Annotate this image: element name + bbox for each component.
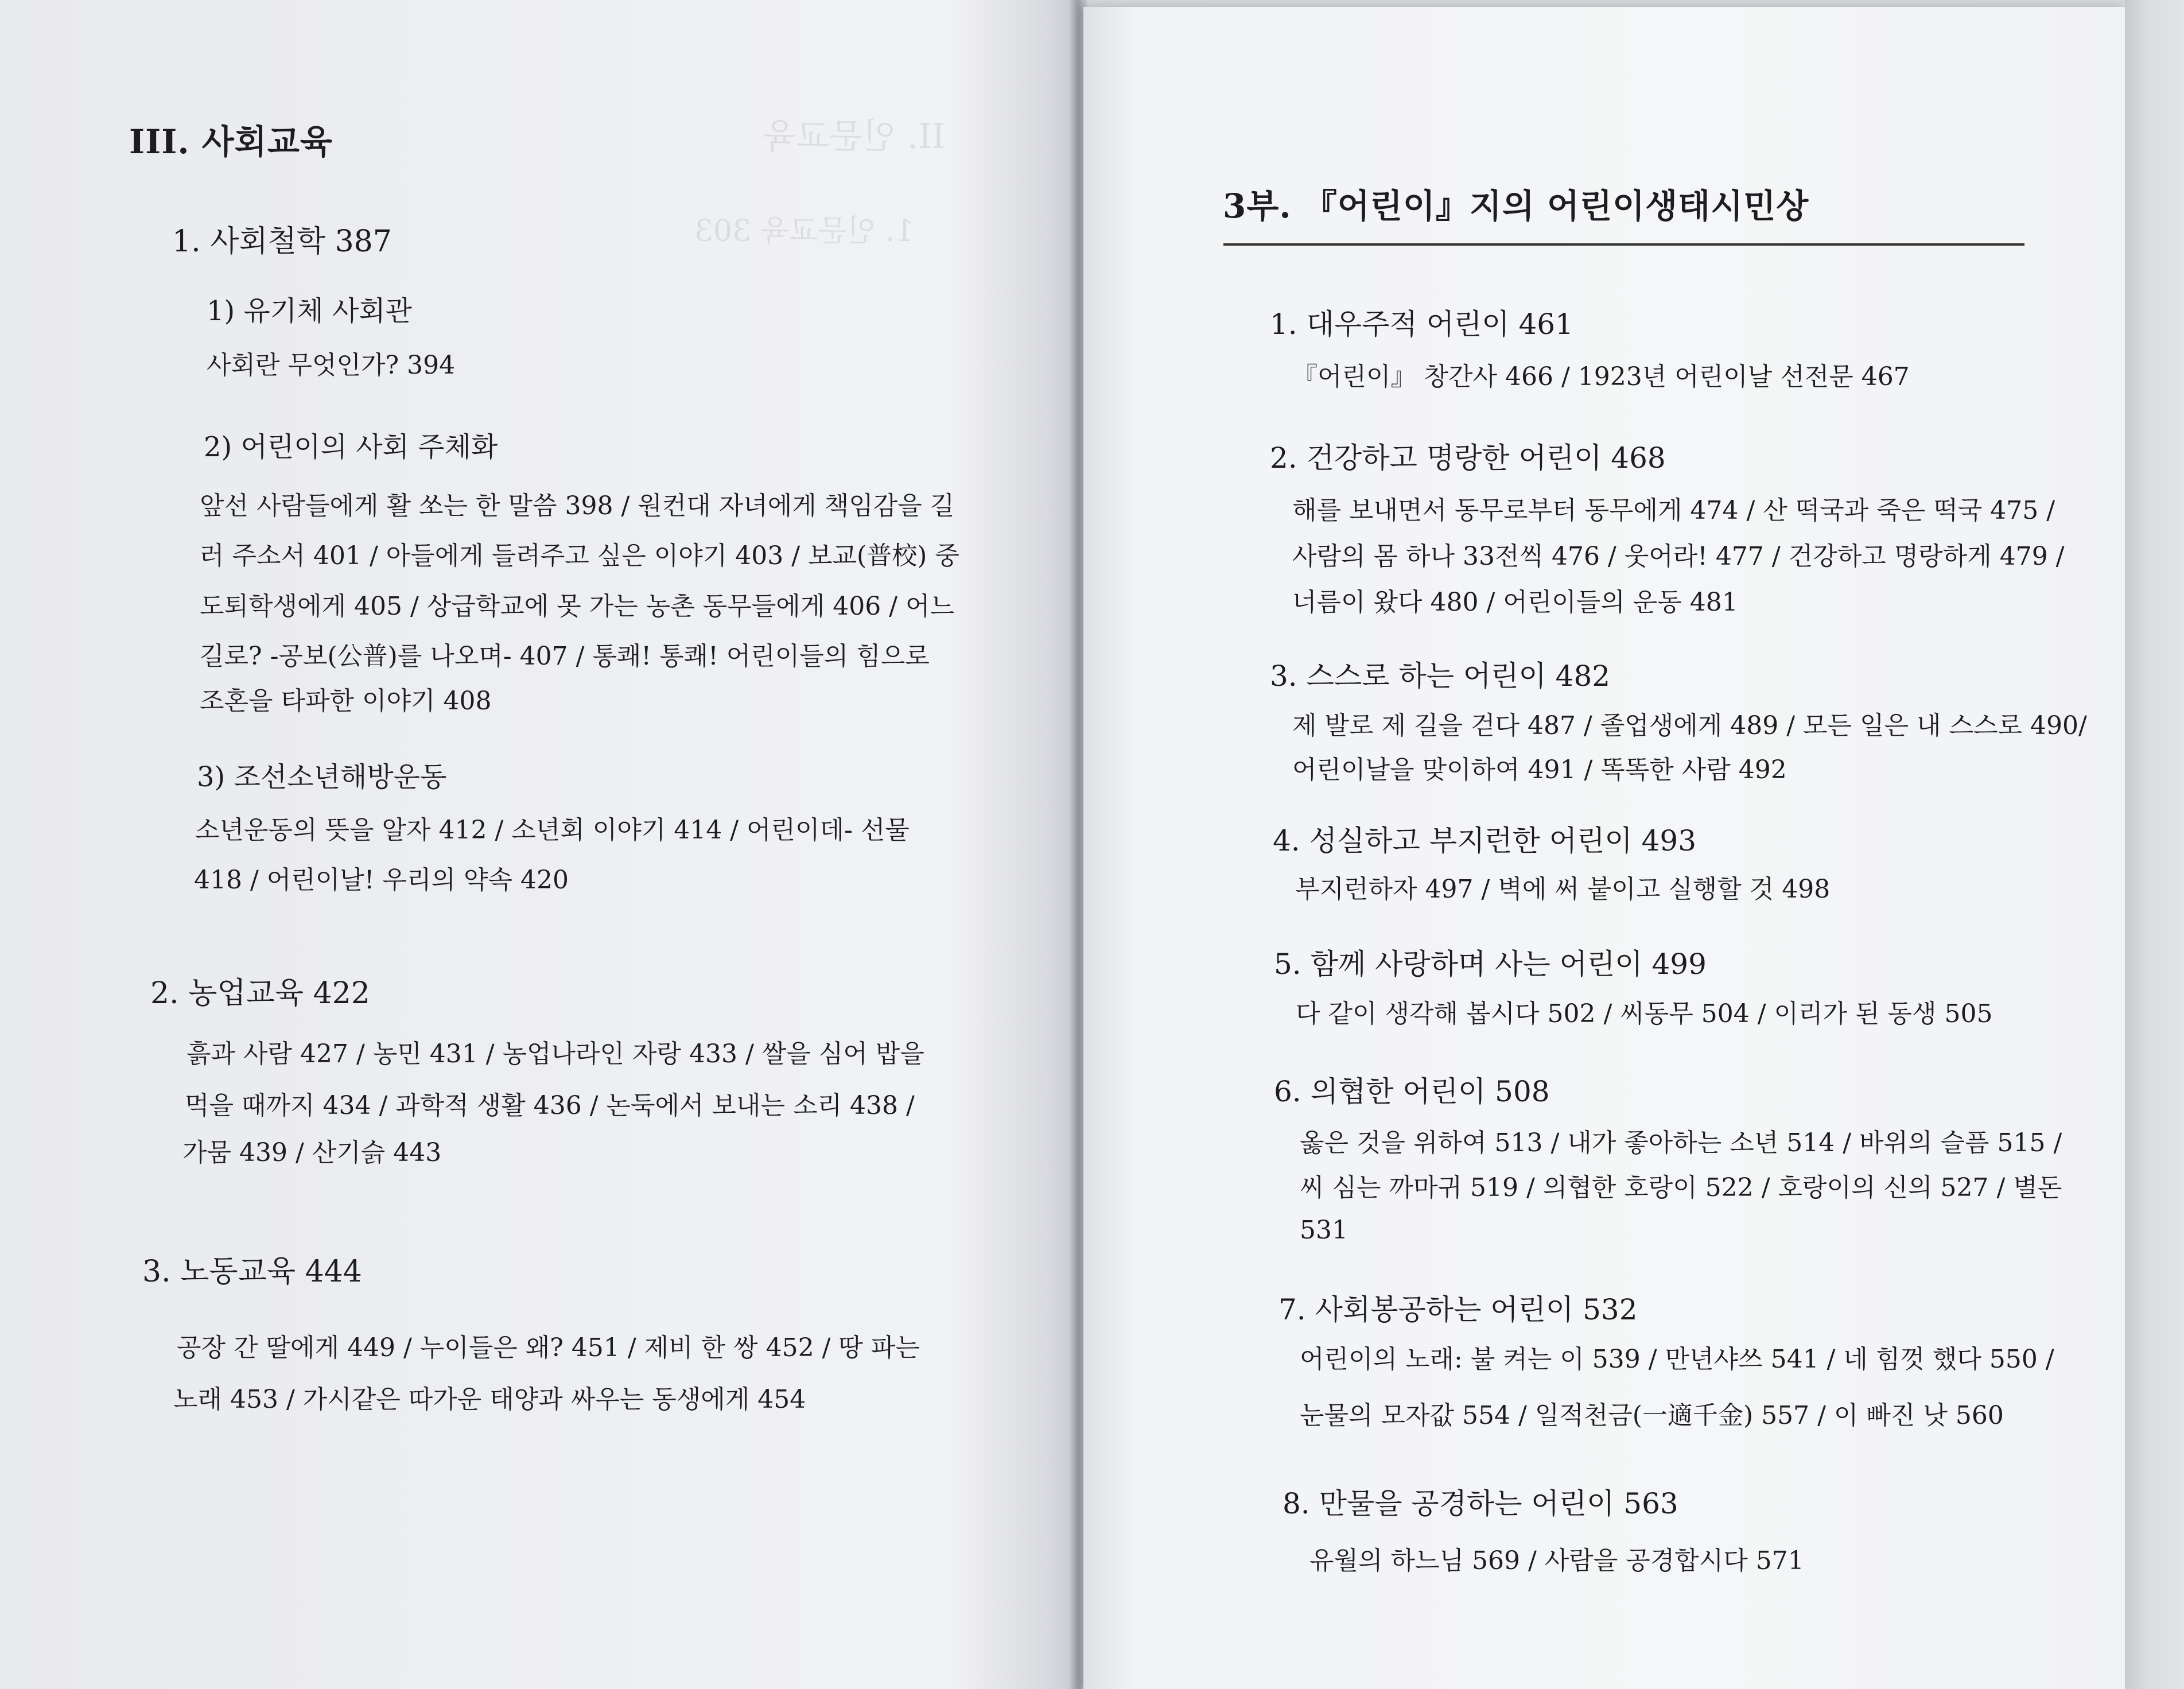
toc-line: 어린이의 노래: 불 켜는 이 539 / 만년샤쓰 541 / 네 힘껏 했다 550 / [1300,1345,2054,1374]
part-title: 3부. 『어린이』지의 어린이생태시민상 [1223,187,1809,226]
toc-line: 어린이날을 맞이하여 491 / 똑똑한 사람 492 [1292,755,1787,785]
toc-line: 제 발로 제 길을 걷다 487 / 졸업생에게 489 / 모든 일은 내 스스로 490/ [1292,711,2087,740]
toc-line: 418 / 어린이날! 우리의 약속 420 [194,865,569,895]
bleed-through-text: 1. 인문교육 303 [694,214,914,249]
left-page [0,0,1079,1689]
toc-line: 앞선 사람들에게 활 쏘는 한 말씀 398 / 원컨대 자녀에게 책임감을 길 [200,491,955,521]
toc-line: 해를 보내면서 동무로부터 동무에게 474 / 산 떡국과 죽은 떡국 475 / [1292,496,2055,525]
chapter-title: 2. 농업교육 422 [150,976,370,1011]
toc-line: 공장 간 딸에게 449 / 누이들은 왜? 451 / 제비 한 쌍 452 / 땅 파는 [177,1333,920,1362]
section-title: III. 사회교육 [129,122,333,161]
chapter-title: 4. 성실하고 부지런한 어린이 493 [1273,824,1697,857]
bleed-through-text: II. 인문교육 [763,117,946,157]
subsection-title: 3) 조선소년해방운동 [197,761,447,793]
toc-line: 다 같이 생각해 봅시다 502 / 씨동무 504 / 이리가 된 동생 505 [1296,999,1993,1028]
toc-line: 유월의 하느님 569 / 사람을 공경합시다 571 [1309,1546,1804,1575]
subsection-title: 2) 어린이의 사회 주체화 [204,431,498,463]
chapter-title: 7. 사회봉공하는 어린이 532 [1278,1293,1638,1326]
chapter-title: 3. 스스로 하는 어린이 482 [1270,659,1611,693]
toc-line: 옳은 것을 위하여 513 / 내가 좋아하는 소년 514 / 바위의 슬픔 515 / [1300,1128,2062,1158]
toc-line: 가뭄 439 / 산기슭 443 [182,1138,442,1167]
toc-line: 러 주소서 401 / 아들에게 들려주고 싶은 이야기 403 / 보교(普校) 중 [200,541,959,570]
toc-line: 너름이 왔다 480 / 어린이들의 운동 481 [1292,588,1738,617]
toc-line: 사람의 몸 하나 33전씩 476 / 웃어라! 477 / 건강하고 명랑하게 479 / [1292,542,2065,571]
chapter-title: 8. 만물을 공경하는 어린이 563 [1283,1487,1678,1520]
toc-line: 531 [1300,1216,1348,1245]
chapter-title: 5. 함께 사랑하며 사는 어린이 499 [1274,948,1707,981]
toc-line: 눈물의 모자값 554 / 일적천금(一適千金) 557 / 이 빠진 낫 560 [1300,1401,2004,1430]
page-edge [2125,0,2184,1689]
chapter-title: 2. 건강하고 명랑한 어린이 468 [1270,441,1666,475]
toc-line: 길로? -공보(公普)를 나오며- 407 / 통쾌! 통쾌! 어린이들의 힘으로 [200,642,930,671]
toc-line: 소년운동의 뜻을 알자 412 / 소년회 이야기 414 / 어린이데- 선물 [195,816,910,845]
chapter-title: 1. 대우주적 어린이 461 [1270,308,1573,341]
chapter-title: 1. 사회철학 387 [172,224,392,259]
title-underline [1223,243,2024,246]
toc-line: 도퇴학생에게 405 / 상급학교에 못 가는 농촌 동무들에게 406 / 어느 [200,592,955,621]
toc-line: 먹을 때까지 434 / 과학적 생활 436 / 논둑에서 보내는 소리 438 / [185,1091,915,1120]
chapter-title: 6. 의협한 어린이 508 [1274,1075,1550,1108]
subsection-title: 1) 유기체 사회관 [207,295,412,327]
toc-line: 흙과 사람 427 / 농민 431 / 농업나라인 자랑 433 / 쌀을 심어 밥을 [186,1039,924,1069]
toc-line: 사회란 무엇인가? 394 [207,351,456,380]
toc-line: 씨 심는 까마귀 519 / 의협한 호랑이 522 / 호랑이의 신의 527 / 별돈 [1300,1173,2062,1202]
toc-line: 노래 453 / 가시같은 따가운 태양과 싸우는 동생에게 454 [173,1385,806,1414]
toc-line: 조혼을 타파한 이야기 408 [200,686,492,716]
chapter-title: 3. 노동교육 444 [142,1255,362,1289]
toc-line: 부지런하자 497 / 벽에 써 붙이고 실행할 것 498 [1295,875,1831,904]
toc-line: 『어린이』 창간사 466 / 1923년 어린이날 선전문 467 [1292,362,1910,391]
